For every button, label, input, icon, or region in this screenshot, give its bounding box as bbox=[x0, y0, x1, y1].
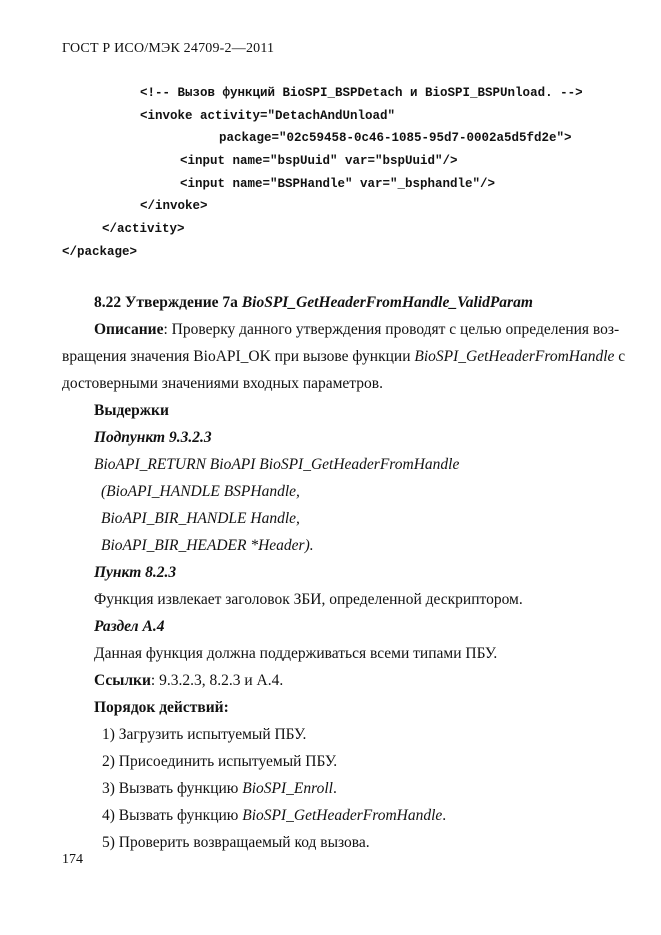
procedure-step bbox=[102, 726, 306, 744]
procedure-step bbox=[102, 753, 337, 771]
section-heading bbox=[94, 294, 533, 312]
signature-line: (BioAPI_HANDLE BSPHandle, bbox=[101, 483, 300, 500]
step-function: BioSPI_GetHeaderFromHandle bbox=[242, 807, 443, 824]
page-number: 174 bbox=[62, 852, 83, 867]
subclause-label: Подпункт 9.3.2.3 bbox=[94, 429, 212, 446]
step-text: 4) Вызвать функцию bbox=[102, 807, 243, 824]
procedure-step bbox=[102, 834, 370, 852]
description-line bbox=[94, 321, 619, 339]
description-text: вращения значения BioAPI_OK при вызове функции bbox=[62, 348, 415, 365]
description-line: достоверными значениями входных параметров. bbox=[62, 375, 383, 392]
step-function: BioSPI_Enroll bbox=[242, 780, 333, 797]
code-line: <!-- Вызов функций BioSPI_BSPDetach и BioSPI_BSPUnload. --> bbox=[140, 86, 583, 100]
procedure-label: Порядок действий: bbox=[94, 699, 229, 716]
clause-text: Функция извлекает заголовок ЗБИ, определенной дескриптором. bbox=[94, 591, 523, 608]
code-line: </package> bbox=[62, 245, 138, 259]
step-suffix: . bbox=[332, 780, 337, 797]
page-header: ГОСТ Р ИСО/МЭК 24709-2—2011 bbox=[62, 41, 275, 56]
code-line: <input name="bspUuid" var="bspUuid"/> bbox=[180, 154, 458, 168]
description-text: с bbox=[614, 348, 626, 365]
code-line: <invoke activity="DetachAndUnload" bbox=[140, 109, 396, 123]
signature-line: BioAPI_BIR_HEADER *Header). bbox=[101, 537, 314, 554]
description-line bbox=[62, 348, 625, 366]
step-text: 2) Присоединить испытуемый ПБУ. bbox=[102, 753, 338, 770]
references-label: Ссылки bbox=[94, 672, 151, 689]
step-text: 3) Вызвать функцию bbox=[102, 780, 243, 797]
references-line bbox=[94, 672, 283, 690]
clause-label: Пункт 8.2.3 bbox=[94, 564, 177, 581]
code-line: </activity> bbox=[102, 222, 185, 236]
code-line: <input name="BSPHandle" var="_bsphandle"/> bbox=[180, 177, 496, 191]
code-line: package="02c59458-0c46-1085-95d7-0002a5d5fd2e"> bbox=[219, 131, 572, 145]
step-text: 5) Проверить возвращаемый код вызова. bbox=[102, 834, 370, 851]
signature-line: BioAPI_RETURN BioAPI BioSPI_GetHeaderFromHandle bbox=[94, 456, 460, 473]
procedure-step bbox=[102, 780, 337, 798]
annex-label: Раздел А.4 bbox=[94, 618, 165, 635]
procedure-step bbox=[102, 807, 446, 825]
section-assertion-name: BioSPI_GetHeaderFromHandle_ValidParam bbox=[241, 294, 533, 311]
step-text: 1) Загрузить испытуемый ПБУ. bbox=[102, 726, 307, 743]
excerpts-label: Выдержки bbox=[94, 402, 169, 419]
step-suffix: . bbox=[442, 807, 447, 824]
section-number-title: 8.22 Утверждение 7а bbox=[94, 294, 238, 311]
function-name: BioSPI_GetHeaderFromHandle bbox=[414, 348, 615, 365]
annex-text: Данная функция должна поддерживаться всеми типами ПБУ. bbox=[94, 645, 498, 662]
description-text: : Проверку данного утверждения проводят с целью определения воз- bbox=[163, 321, 620, 338]
signature-line: BioAPI_BIR_HANDLE Handle, bbox=[101, 510, 300, 527]
description-label: Описание bbox=[94, 321, 164, 338]
code-line: </invoke> bbox=[140, 199, 208, 213]
references-text: : 9.3.2.3, 8.2.3 и А.4. bbox=[150, 672, 284, 689]
